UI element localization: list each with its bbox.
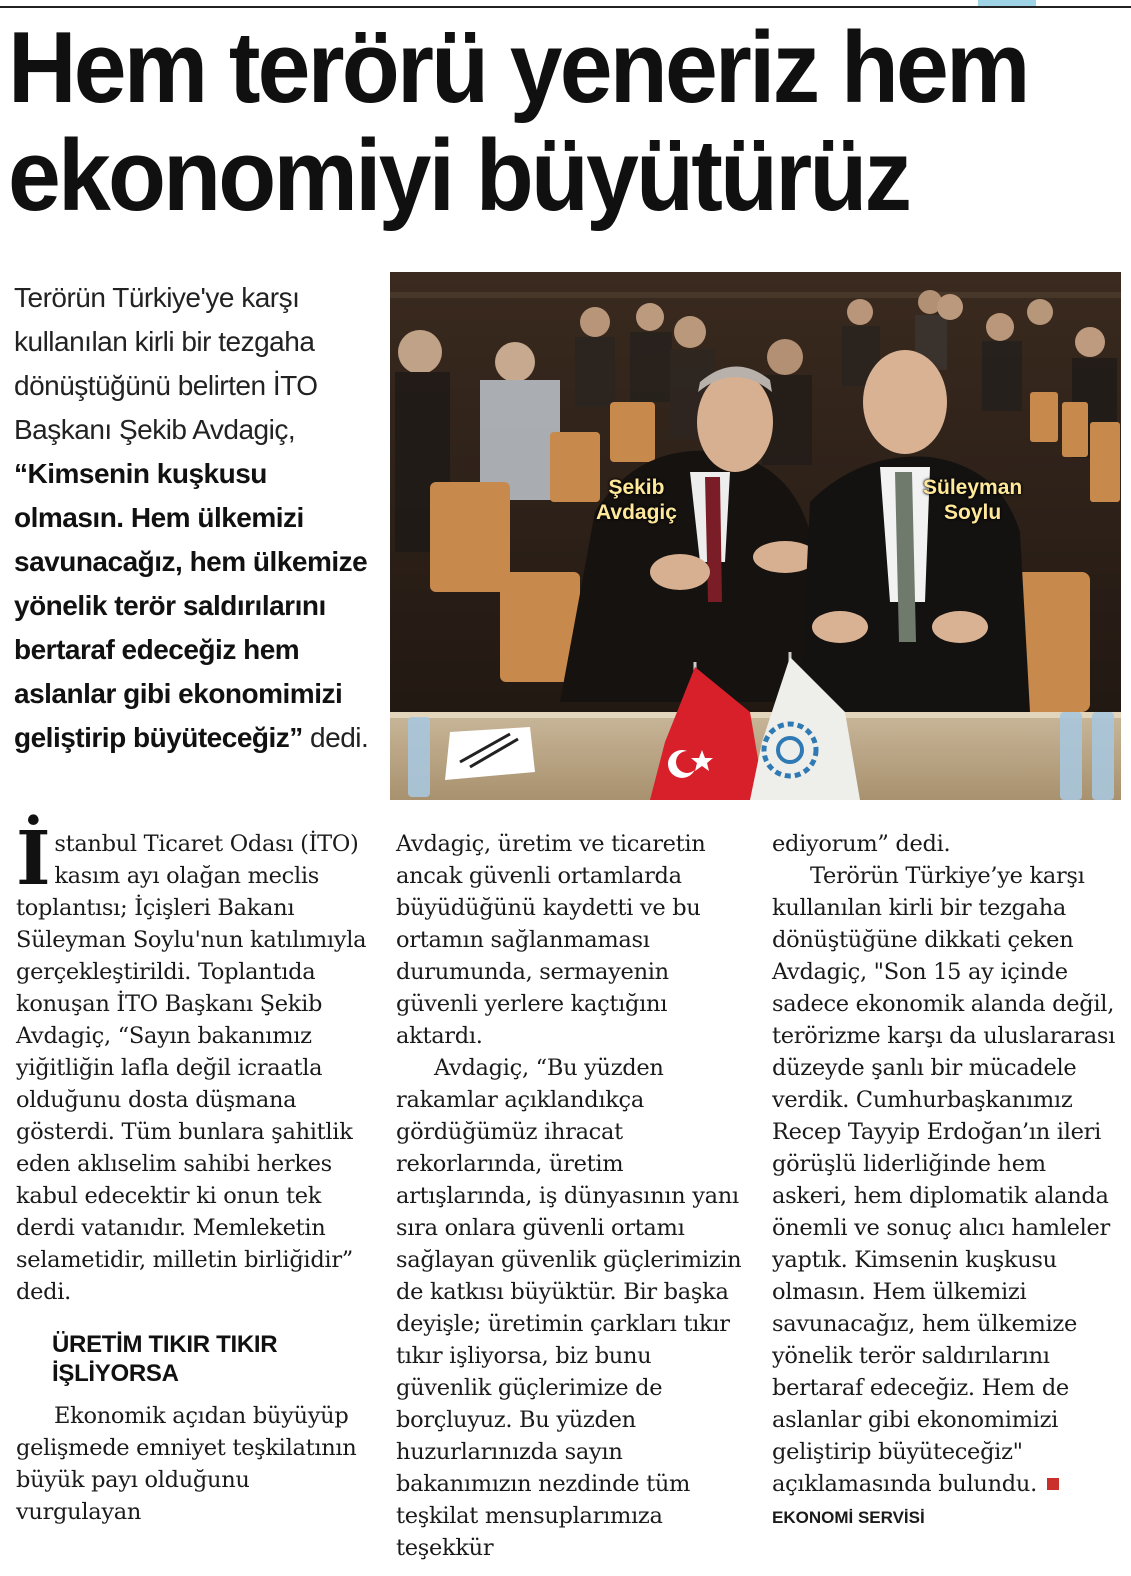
news-photo: [390, 272, 1121, 800]
meeting-photo-illustration: [390, 272, 1121, 800]
article-column-2: [396, 828, 746, 1564]
headline-line-1: Hem terörü yeneriz hem: [8, 12, 1028, 124]
lede-intro: Terörün Türkiye'ye karşı kullanılan kirli bir tezgaha dönüştüğünü belirten İTO Başkanı Şekib Avdagiç,: [14, 282, 318, 445]
col3-paragraph-2: Terörün Türkiye’ye karşı kullanılan kirli bir tezgaha dönüştüğüne dikkati çeken Avdagiç, "Son 15 ay içinde sadece ekonomik alanda değil, terörizme karşı da uluslararası düzeyde şanlı bir mücadele verdik. Cumhurbaşkanımız Recep Tayyip Erdoğan’ın ileri görüşlü liderliğinde hem askeri, hem diplomatik alanda önemli ve sonuç alıcı hamleler yaptık. Kimsenin kuşkusu olmasın. Hem ülkemizi savunacağız, hem ülkemize yönelik terör saldırılarını bertaraf edeceğiz. Hem de aslanlar gibi ekonomimizi geliştirip büyüteceğiz" açıklamasında bulundu.: [772, 863, 1116, 1497]
article-column-3: [772, 828, 1120, 1534]
byline-square-icon: [1047, 1478, 1059, 1490]
subhead: ÜRETİM TIKIR TIKIR İŞLİYORSA: [52, 1331, 278, 1387]
article-column-1: [16, 816, 374, 1528]
corner-color-mark: [978, 0, 1036, 6]
col2-paragraph-2: Avdagiç, “Bu yüzden rakamlar açıklandıkça gördüğümüz ihracat rekorlarında, üretim artışlarında, iş dünyasının yanı sıra onlara güvenli ortamı sağlayan güvenlik güçlerimizin de katkısı büyüktür. Bir başka deyişle; üretimin çarkları tıkır tıkır işliyorsa, biz bunu güvenlik güçlerimize de borçluyuz. Bu yüzden huzurlarınızda sayın bakanımızın nezdinde tüm teşkilat mensuplarımıza teşekkür: [396, 1055, 742, 1561]
col3-paragraph-1: ediyorum” dedi.: [772, 831, 951, 857]
lede-outro: dedi.: [302, 722, 369, 753]
col2-paragraph-1: Avdagiç, üretim ve ticaretin ancak güvenli ortamlarda büyüdüğünü kaydetti ve bu ortamın sağlanmaması durumunda, sermayenin güvenli yerlere kaçtığını aktardı.: [396, 831, 706, 1049]
photo-caption-left: Şekib Avdagiç: [596, 476, 677, 524]
top-rule: [0, 6, 1131, 8]
lede-quote: “Kimsenin kuşkusu olmasın. Hem ülkemizi savunacağız, hem ülkemize yönelik terör saldırılarını bertaraf edeceğiz hem aslanlar gibi ekonomimizi geliştirip büyüteceğiz”: [14, 458, 368, 753]
headline-line-2: ekonomiyi büyütürüz: [8, 120, 910, 232]
col1-paragraph-1: stanbul Ticaret Odası (İTO) kasım ayı olağan meclis toplantısı; İçişleri Bakanı Süleyman Soylu'nun katılımıyla gerçekleştirildi. Toplantıda konuşan İTO Başkanı Şekib Avdagiç, “Sayın bakanımız yiğitliğin lafla değil icraatla olduğunu dosta düşmana gösterdi. Tüm bunlara şahitlik eden aklıselim sahibi herkes kabul edecektir ki onun tek derdi vatanıdır. Memleketin selametidir, milletin birliğidir” dedi.: [16, 831, 367, 1305]
lede: [14, 276, 376, 760]
drop-cap: İ: [16, 816, 51, 902]
col1-paragraph-2: Ekonomik açıdan büyüyüp gelişmede emniyet teşkilatının büyük payı olduğunu vurgulayan: [16, 1403, 357, 1525]
headline: [8, 14, 1056, 230]
photo-caption-right: Süleyman Soylu: [923, 476, 1023, 524]
byline: EKONOMİ SERVİSİ: [772, 1508, 925, 1527]
